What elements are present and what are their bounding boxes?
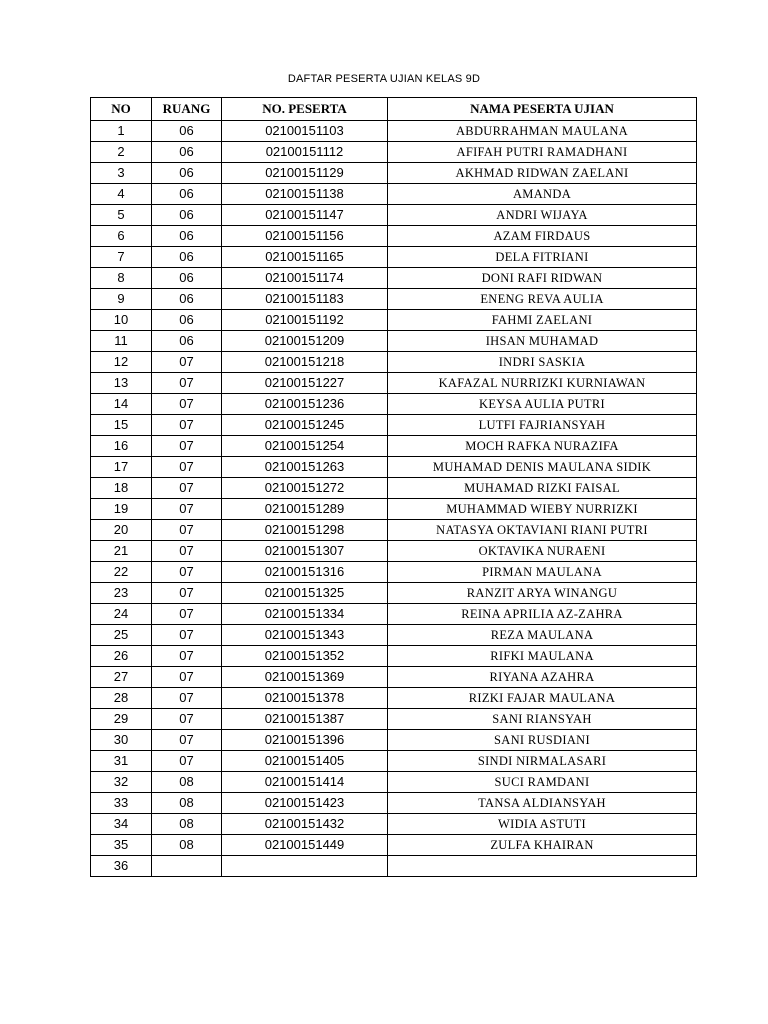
- column-header-no-peserta: NO. PESERTA: [222, 98, 388, 121]
- cell-nama: MUHAMMAD WIEBY NURRIZKI: [388, 499, 697, 520]
- cell-ruang: 06: [152, 226, 222, 247]
- cell-nama: RIZKI FAJAR MAULANA: [388, 688, 697, 709]
- cell-no-peserta: 02100151174: [222, 268, 388, 289]
- cell-ruang: 07: [152, 394, 222, 415]
- cell-no: 24: [91, 604, 152, 625]
- cell-ruang: 07: [152, 562, 222, 583]
- cell-no-peserta: 02100151209: [222, 331, 388, 352]
- cell-nama: ABDURRAHMAN MAULANA: [388, 121, 697, 142]
- cell-ruang: 07: [152, 352, 222, 373]
- cell-ruang: 06: [152, 163, 222, 184]
- table-row: [91, 373, 697, 394]
- cell-nama: INDRI SASKIA: [388, 352, 697, 373]
- cell-nama: NATASYA OKTAVIANI RIANI PUTRI: [388, 520, 697, 541]
- cell-nama: OKTAVIKA NURAENI: [388, 541, 697, 562]
- cell-nama: ENENG REVA AULIA: [388, 289, 697, 310]
- cell-ruang: 07: [152, 499, 222, 520]
- cell-no-peserta: 02100151112: [222, 142, 388, 163]
- cell-ruang: 06: [152, 205, 222, 226]
- cell-nama: MUHAMAD DENIS MAULANA SIDIK: [388, 457, 697, 478]
- cell-no-peserta: 02100151129: [222, 163, 388, 184]
- cell-nama: AFIFAH PUTRI RAMADHANI: [388, 142, 697, 163]
- cell-ruang: 07: [152, 373, 222, 394]
- cell-ruang: 07: [152, 604, 222, 625]
- cell-no-peserta: 02100151307: [222, 541, 388, 562]
- cell-nama: DONI RAFI RIDWAN: [388, 268, 697, 289]
- cell-no-peserta: 02100151334: [222, 604, 388, 625]
- cell-no-peserta: 02100151263: [222, 457, 388, 478]
- cell-no-peserta: 02100151423: [222, 793, 388, 814]
- cell-no: 36: [91, 856, 152, 877]
- cell-nama: REINA APRILIA AZ-ZAHRA: [388, 604, 697, 625]
- table-row: [91, 541, 697, 562]
- cell-no: 5: [91, 205, 152, 226]
- table-row: [91, 835, 697, 856]
- table-row: [91, 163, 697, 184]
- cell-no-peserta: 02100151352: [222, 646, 388, 667]
- cell-no: 31: [91, 751, 152, 772]
- cell-ruang: 06: [152, 268, 222, 289]
- cell-no: 33: [91, 793, 152, 814]
- cell-no-peserta: 02100151254: [222, 436, 388, 457]
- cell-no: 28: [91, 688, 152, 709]
- cell-ruang: 07: [152, 583, 222, 604]
- cell-nama: SINDI NIRMALASARI: [388, 751, 697, 772]
- participant-table: [90, 97, 697, 877]
- cell-ruang: 06: [152, 247, 222, 268]
- cell-no: 21: [91, 541, 152, 562]
- cell-ruang: 07: [152, 751, 222, 772]
- column-header-no: NO: [91, 98, 152, 121]
- cell-ruang: 07: [152, 667, 222, 688]
- cell-no-peserta: 02100151103: [222, 121, 388, 142]
- cell-nama: KAFAZAL NURRIZKI KURNIAWAN: [388, 373, 697, 394]
- cell-ruang: 08: [152, 835, 222, 856]
- cell-nama: SANI RUSDIANI: [388, 730, 697, 751]
- cell-no: 12: [91, 352, 152, 373]
- table-row: [91, 331, 697, 352]
- cell-nama: RANZIT ARYA WINANGU: [388, 583, 697, 604]
- cell-nama: SANI RIANSYAH: [388, 709, 697, 730]
- column-header-ruang: RUANG: [152, 98, 222, 121]
- table-row: [91, 247, 697, 268]
- document-title: DAFTAR PESERTA UJIAN KELAS 9D: [287, 73, 481, 85]
- cell-no-peserta: 02100151405: [222, 751, 388, 772]
- cell-no: 23: [91, 583, 152, 604]
- table-row: [91, 667, 697, 688]
- table-row: [91, 730, 697, 751]
- cell-ruang: 07: [152, 478, 222, 499]
- table-body: [91, 121, 697, 877]
- cell-ruang: 08: [152, 814, 222, 835]
- cell-no: 27: [91, 667, 152, 688]
- cell-no: 8: [91, 268, 152, 289]
- table-row: [91, 709, 697, 730]
- cell-no: 25: [91, 625, 152, 646]
- cell-no-peserta: 02100151227: [222, 373, 388, 394]
- cell-ruang: 06: [152, 121, 222, 142]
- cell-ruang: 07: [152, 520, 222, 541]
- cell-nama: ANDRI WIJAYA: [388, 205, 697, 226]
- cell-no: 34: [91, 814, 152, 835]
- table-row: [91, 184, 697, 205]
- cell-ruang: 07: [152, 646, 222, 667]
- cell-no-peserta: 02100151316: [222, 562, 388, 583]
- cell-no: 20: [91, 520, 152, 541]
- cell-no: 32: [91, 772, 152, 793]
- cell-nama: SUCI RAMDANI: [388, 772, 697, 793]
- table-row: [91, 226, 697, 247]
- cell-nama: ZULFA KHAIRAN: [388, 835, 697, 856]
- cell-no-peserta: 02100151192: [222, 310, 388, 331]
- cell-ruang: 07: [152, 457, 222, 478]
- table-row: [91, 310, 697, 331]
- cell-no: 17: [91, 457, 152, 478]
- cell-no-peserta: 02100151245: [222, 415, 388, 436]
- cell-nama: WIDIA ASTUTI: [388, 814, 697, 835]
- cell-nama: KEYSA AULIA PUTRI: [388, 394, 697, 415]
- table-row: [91, 688, 697, 709]
- cell-no: 14: [91, 394, 152, 415]
- table-row: [91, 352, 697, 373]
- cell-ruang: 06: [152, 142, 222, 163]
- table-row: [91, 583, 697, 604]
- table-row: [91, 457, 697, 478]
- cell-no-peserta: 02100151369: [222, 667, 388, 688]
- cell-no-peserta: 02100151325: [222, 583, 388, 604]
- cell-nama: RIFKI MAULANA: [388, 646, 697, 667]
- cell-no: 7: [91, 247, 152, 268]
- cell-no: 13: [91, 373, 152, 394]
- cell-no-peserta: 02100151343: [222, 625, 388, 646]
- cell-no-peserta: 02100151165: [222, 247, 388, 268]
- cell-ruang: 07: [152, 730, 222, 751]
- cell-nama: PIRMAN MAULANA: [388, 562, 697, 583]
- cell-nama: FAHMI ZAELANI: [388, 310, 697, 331]
- cell-ruang: 07: [152, 436, 222, 457]
- cell-ruang: 07: [152, 541, 222, 562]
- cell-ruang: 08: [152, 793, 222, 814]
- table-row: [91, 142, 697, 163]
- cell-ruang: 08: [152, 772, 222, 793]
- cell-nama: AZAM FIRDAUS: [388, 226, 697, 247]
- cell-no: 11: [91, 331, 152, 352]
- cell-no: 35: [91, 835, 152, 856]
- cell-nama: RIYANA AZAHRA: [388, 667, 697, 688]
- cell-no-peserta: 02100151414: [222, 772, 388, 793]
- table-row: [91, 772, 697, 793]
- cell-nama: AKHMAD RIDWAN ZAELANI: [388, 163, 697, 184]
- cell-no: 1: [91, 121, 152, 142]
- table-row: [91, 415, 697, 436]
- cell-no-peserta: 02100151432: [222, 814, 388, 835]
- table-row: [91, 625, 697, 646]
- column-header-nama: NAMA PESERTA UJIAN: [388, 98, 697, 121]
- table-row: [91, 121, 697, 142]
- cell-no: 3: [91, 163, 152, 184]
- cell-no: 9: [91, 289, 152, 310]
- cell-ruang: 07: [152, 688, 222, 709]
- cell-nama: TANSA ALDIANSYAH: [388, 793, 697, 814]
- cell-ruang: 06: [152, 331, 222, 352]
- table-header-row: [91, 98, 697, 121]
- table-row: [91, 562, 697, 583]
- cell-no-peserta: 02100151378: [222, 688, 388, 709]
- table-row: [91, 793, 697, 814]
- cell-ruang: 07: [152, 709, 222, 730]
- cell-no-peserta: 02100151449: [222, 835, 388, 856]
- table-row: [91, 751, 697, 772]
- table-row: [91, 394, 697, 415]
- cell-nama: AMANDA: [388, 184, 697, 205]
- cell-ruang: 07: [152, 415, 222, 436]
- cell-no-peserta: [222, 856, 388, 877]
- cell-no-peserta: 02100151298: [222, 520, 388, 541]
- cell-no: 15: [91, 415, 152, 436]
- cell-no-peserta: 02100151156: [222, 226, 388, 247]
- cell-no: 26: [91, 646, 152, 667]
- cell-no-peserta: 02100151138: [222, 184, 388, 205]
- cell-ruang: 06: [152, 310, 222, 331]
- cell-nama: REZA MAULANA: [388, 625, 697, 646]
- table-row: [91, 499, 697, 520]
- cell-no-peserta: 02100151218: [222, 352, 388, 373]
- cell-nama: IHSAN MUHAMAD: [388, 331, 697, 352]
- table-row: [91, 856, 697, 877]
- cell-no: 4: [91, 184, 152, 205]
- table-row: [91, 520, 697, 541]
- table-row: [91, 205, 697, 226]
- cell-no-peserta: 02100151183: [222, 289, 388, 310]
- table-row: [91, 289, 697, 310]
- cell-no: 6: [91, 226, 152, 247]
- cell-no-peserta: 02100151236: [222, 394, 388, 415]
- cell-no: 16: [91, 436, 152, 457]
- cell-no-peserta: 02100151396: [222, 730, 388, 751]
- cell-ruang: 07: [152, 625, 222, 646]
- cell-ruang: [152, 856, 222, 877]
- cell-no-peserta: 02100151387: [222, 709, 388, 730]
- cell-no: 18: [91, 478, 152, 499]
- cell-no: 30: [91, 730, 152, 751]
- cell-nama: MUHAMAD RIZKI FAISAL: [388, 478, 697, 499]
- cell-ruang: 06: [152, 184, 222, 205]
- cell-no: 19: [91, 499, 152, 520]
- table-row: [91, 604, 697, 625]
- cell-no-peserta: 02100151272: [222, 478, 388, 499]
- table-row: [91, 646, 697, 667]
- cell-no-peserta: 02100151289: [222, 499, 388, 520]
- cell-no: 10: [91, 310, 152, 331]
- table-row: [91, 814, 697, 835]
- cell-no-peserta: 02100151147: [222, 205, 388, 226]
- cell-nama: DELA FITRIANI: [388, 247, 697, 268]
- cell-no: 29: [91, 709, 152, 730]
- table-row: [91, 478, 697, 499]
- cell-ruang: 06: [152, 289, 222, 310]
- cell-no: 22: [91, 562, 152, 583]
- cell-nama: LUTFI FAJRIANSYAH: [388, 415, 697, 436]
- table-row: [91, 436, 697, 457]
- cell-no: 2: [91, 142, 152, 163]
- table-row: [91, 268, 697, 289]
- cell-nama: MOCH RAFKA NURAZIFA: [388, 436, 697, 457]
- cell-nama: [388, 856, 697, 877]
